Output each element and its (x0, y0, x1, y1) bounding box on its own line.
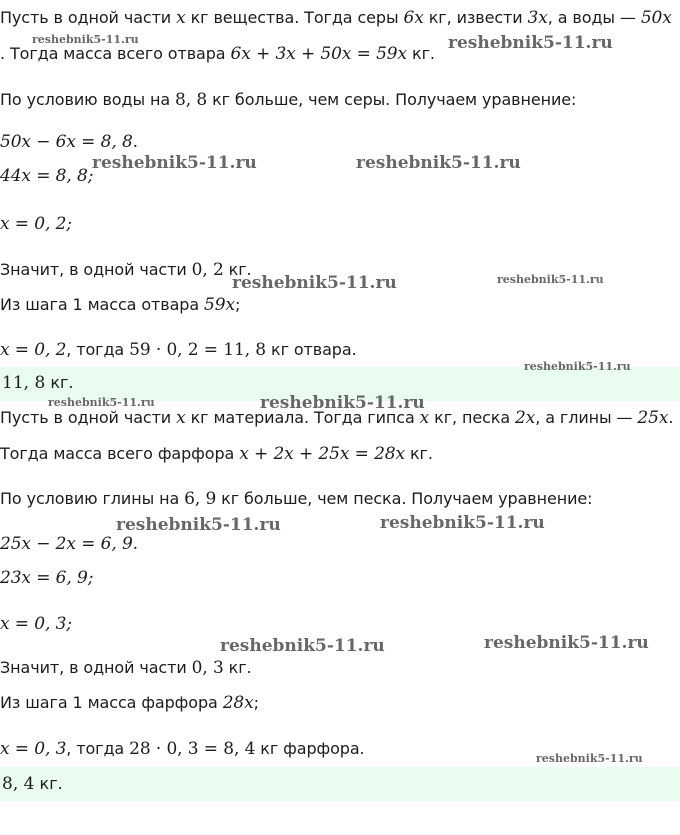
p1-equation-2: 44x = 8, 8; (0, 166, 94, 186)
p2-step-text: Из шага 1 масса фарфора (0, 693, 223, 712)
p2-step-line (0, 692, 680, 714)
watermark: reshebnik5-11.ru (524, 360, 631, 373)
p2-total-line (0, 443, 680, 465)
p2-sand-expr: 2x (515, 408, 536, 428)
p2-clay-expr: 25x (637, 408, 669, 428)
p1-condition-line (0, 89, 680, 111)
p2-condition-text-2: кг больше, чем песка. Получаем уравнение: (216, 489, 593, 508)
watermark: reshebnik5-11.ru (356, 153, 521, 173)
p1-equation-3: x = 0, 2; (0, 214, 72, 234)
watermark: reshebnik5-11.ru (448, 33, 613, 53)
p2-intro-text-3: кг, песка (429, 408, 516, 427)
p1-intro-text-4: , а воды — (547, 8, 641, 27)
p2-equation-3: x = 0, 3; (0, 614, 72, 634)
p1-total-unit: кг. (407, 44, 435, 63)
p1-total-text: . Тогда масса всего отвара (0, 44, 231, 63)
p2-answer (2, 773, 63, 795)
p2-equation-1: 25x − 2x = 6, 9. (0, 534, 138, 554)
p2-result-text: , тогда (66, 739, 130, 758)
p1-condition-value: 8, 8 (175, 90, 208, 110)
p1-answer (2, 372, 74, 394)
p1-total-expr: 6x + 3x + 50x = 59x (230, 44, 408, 64)
p2-result-unit: кг фарфора. (255, 739, 365, 758)
watermark: reshebnik5-11.ru (260, 393, 425, 413)
p1-intro-line (0, 7, 680, 29)
p2-condition-line (0, 488, 680, 510)
p1-result-expr: 59 · 0, 2 = 11, 8 (129, 340, 267, 360)
p1-lime-expr: 3x (527, 8, 548, 28)
watermark: reshebnik5-11.ru (220, 636, 385, 656)
p1-step-punct: ; (234, 295, 241, 314)
p1-intro-text-3: кг, извести (423, 8, 528, 27)
p2-step-expr: 28x (222, 693, 254, 713)
watermark: reshebnik5-11.ru (232, 273, 397, 293)
watermark: reshebnik5-11.ru (497, 273, 604, 286)
p1-answer-value: 11, 8 (2, 373, 46, 393)
p2-condition-text: По условию глины на (0, 489, 185, 508)
watermark: reshebnik5-11.ru (380, 513, 545, 533)
p2-part-line (0, 657, 680, 679)
p2-result-expr: 28 · 0, 3 = 8, 4 (129, 739, 256, 759)
p1-result-unit: кг отвара. (266, 340, 357, 359)
p2-answer-band (0, 767, 680, 801)
p2-gypsum-expr: x (419, 408, 430, 428)
p1-step-line (0, 294, 680, 316)
p1-answer-unit: кг. (45, 373, 74, 392)
p2-intro-text-4: , а глины — (535, 408, 638, 427)
p1-equation-1: 50x − 6x = 8, 8. (0, 132, 138, 152)
p1-intro-text-2: кг вещества. Тогда серы (185, 8, 404, 27)
watermark: reshebnik5-11.ru (484, 633, 649, 653)
p2-part-value: 0, 3 (191, 658, 224, 678)
p1-result-x: x = 0, 2 (0, 340, 67, 360)
p2-answer-unit: кг. (34, 774, 63, 793)
watermark: reshebnik5-11.ru (116, 515, 281, 535)
p2-intro-text: Пусть в одной части (0, 408, 177, 427)
p1-part-value: 0, 2 (191, 260, 224, 280)
p1-step-text: Из шага 1 масса отвара (0, 295, 205, 314)
p2-part-unit: кг. (223, 658, 252, 677)
p1-water-expr: 50x (640, 8, 672, 28)
watermark: reshebnik5-11.ru (48, 396, 155, 409)
p1-part-text: Значит, в одной части (0, 260, 192, 279)
p2-var-x: x (176, 408, 186, 428)
watermark: reshebnik5-11.ru (536, 752, 643, 765)
p1-intro-text: Пусть в одной части (0, 8, 177, 27)
p2-intro-text-2: кг материала. Тогда гипса (185, 408, 420, 427)
p2-answer-value: 8, 4 (2, 774, 35, 794)
p1-step-expr: 59x (204, 295, 235, 315)
p1-var-x: x (176, 8, 186, 28)
p2-total-unit: кг. (405, 444, 433, 463)
p2-total-text: Тогда масса всего фарфора (0, 444, 240, 463)
watermark: reshebnik5-11.ru (32, 33, 139, 46)
p1-result-text: , тогда (66, 340, 130, 359)
p2-condition-value: 6, 9 (184, 489, 217, 509)
p2-result-x: x = 0, 3 (0, 739, 67, 759)
p2-part-text: Значит, в одной части (0, 658, 192, 677)
p1-condition-text: По условию воды на (0, 90, 176, 109)
p2-step-punct: ; (253, 693, 259, 712)
p1-sulfur-expr: 6x (403, 8, 424, 28)
p1-part-unit: кг. (223, 260, 252, 279)
p2-intro-punct: . (668, 408, 674, 427)
p2-equation-2: 23x = 6, 9; (0, 568, 94, 588)
p2-total-expr: x + 2x + 25x = 28x (239, 444, 405, 464)
p1-result-line (0, 339, 680, 361)
p1-condition-text-2: кг больше, чем серы. Получаем уравнение: (207, 90, 577, 109)
watermark: reshebnik5-11.ru (92, 153, 257, 173)
